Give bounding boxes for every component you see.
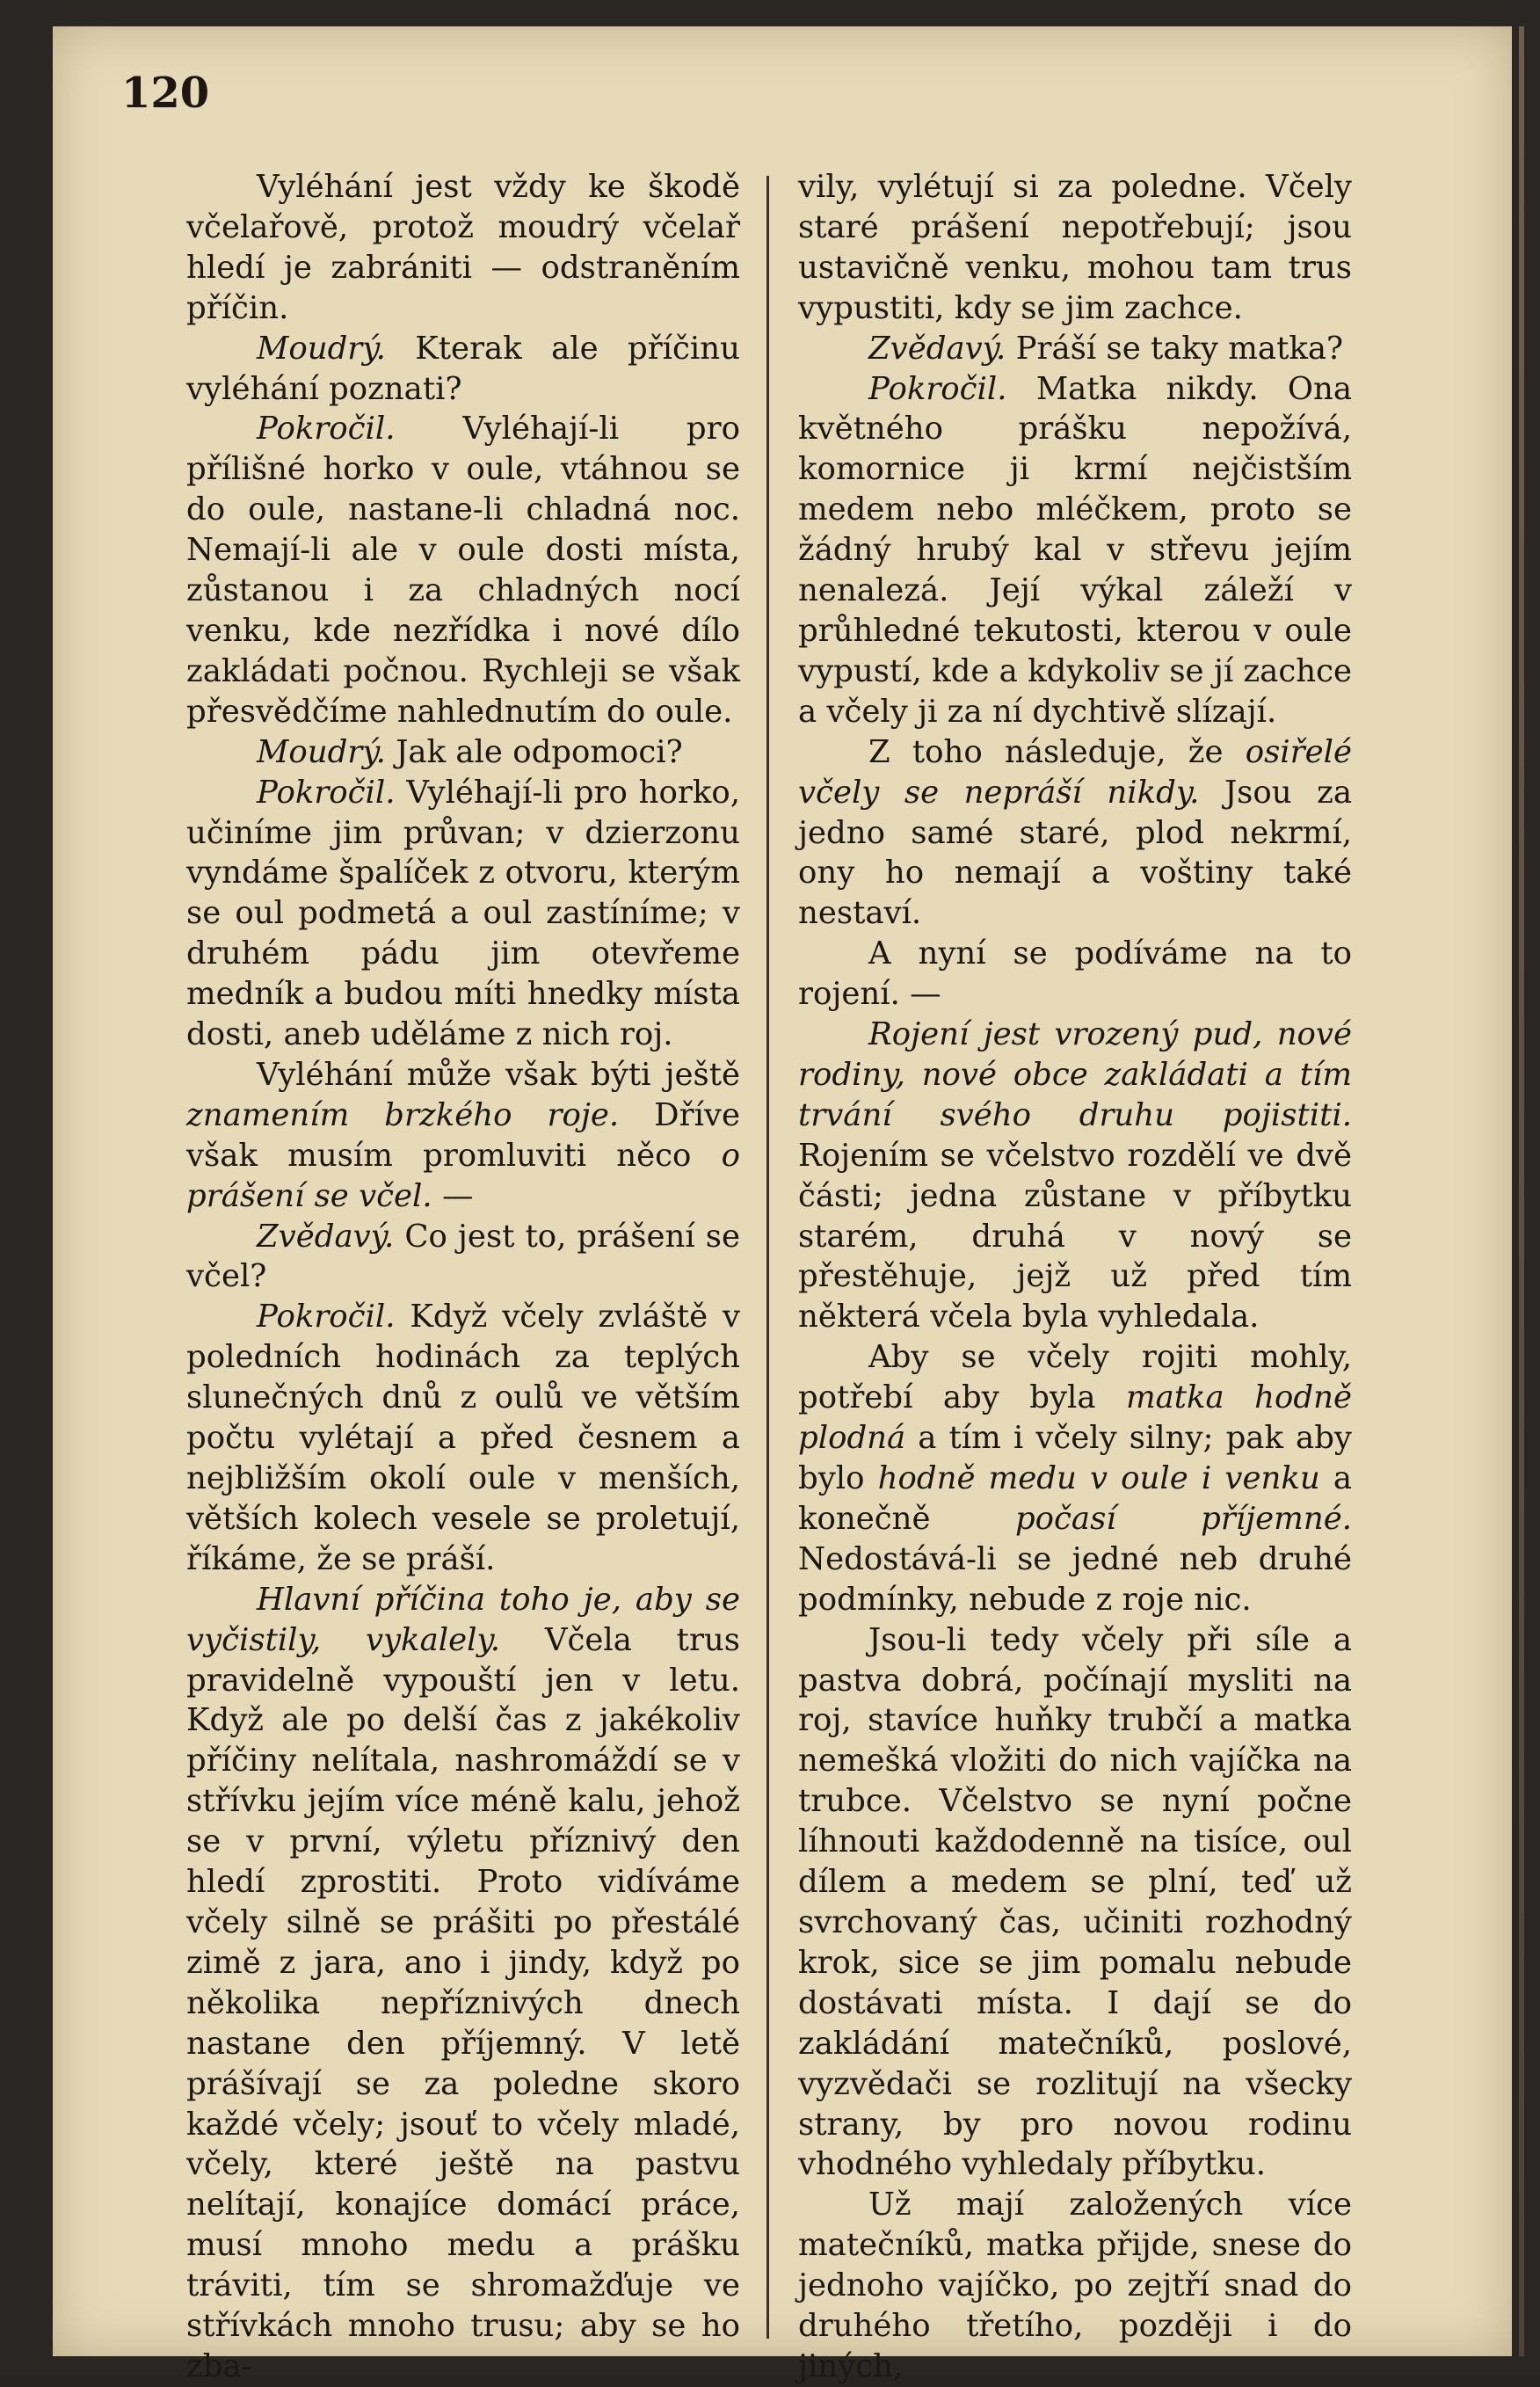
paragraph: [798, 2185, 1352, 2387]
paragraph: [798, 167, 1352, 329]
column-divider: [766, 176, 769, 2339]
text-run: Z toho následuje, že: [868, 733, 1246, 770]
paragraph: [186, 167, 740, 329]
text-run: —: [432, 1177, 474, 1214]
paragraph: [186, 773, 740, 1055]
paragraph: [186, 1055, 740, 1217]
text-run: Matka nikdy. Ona květného prášku nepožívá, komornice ji krmí nejčistším medem nebo mléčkem, proto se žádný hrubý kal v střevu jejím nenalezá. Její výkal záleží v průhledné tekutosti, kterou v oule vypustí, kde a kdykoliv se jí zachce a včely ji za ní dychtivě slízají.: [798, 370, 1352, 730]
text-run: Rojením se včelstvo rozdělí ve dvě části; jedna zůstane v příbytku starém, druhá v nový se přestěhuje, jejž už před tím některá včela byla vyhledala.: [798, 1137, 1352, 1335]
paragraph: [186, 329, 740, 410]
italic-text: osiřelé včely se nepráší nikdy.: [798, 733, 1352, 811]
text-run: Už mají založených více matečníků, matka přijde, snese do jednoho vajíčko, po zejtří snad do druhého třetího, později i do jiných,: [798, 2187, 1352, 2384]
text-run: Když včely zvláště v poledních hodinách za teplých slunečných dnů z oulů ve větším počtu vylétají a před česnem a nejbližším okolí oule v menších, větších kolech vesele se proletují, říkáme, že se práší.: [186, 1299, 740, 1577]
text-run: Kterak ale příčinu vyléhání poznati?: [186, 330, 740, 407]
paragraph: [798, 1337, 1352, 1619]
text-run: Dříve však musím promluviti něco: [186, 1096, 740, 1174]
text-run: Vyléhají-li pro přílišné horko v oule, vtáhnou se do oule, nastane-li chladná noc. Nemají-li ale v oule dosti místa, zůstanou i za chladných nocí venku, kde nezřídka i nové dílo zakládati počnou. Rychleji se však přesvědčíme nahlednutím do oule.: [186, 411, 740, 730]
italic-text: Zvědavý.: [868, 330, 1006, 367]
italic-text: Hlavní příčina toho je, aby se vyčistily, vykalely.: [186, 1581, 740, 1658]
paragraph: [186, 732, 740, 773]
paragraph: [186, 409, 740, 731]
text-run: Vyléhají-li pro horko, učiníme jim průvan; v dzierzonu vyndáme špalíček z otvoru, kterým se oul podmetá a oul zastíníme; v druhém pádu jim otevřeme medník a budou míti hnedky místa dosti, aneb uděláme z nich roj.: [186, 774, 740, 1053]
text-run: Jsou za jedno samé staré, plod nekrmí, ony ho nemají a voštiny také nestaví.: [798, 774, 1352, 932]
text-run: a konečně: [798, 1460, 1352, 1537]
italic-text: Pokročil.: [257, 411, 396, 448]
left-text-column: [186, 167, 740, 2387]
text-run: Vyléhání jest vždy ke škodě včelařově, protož moudrý včelař hledí je zabrániti — odstraněním příčin.: [186, 169, 740, 326]
paragraph: [798, 329, 1352, 369]
right-text-column: [798, 167, 1352, 2387]
text-run: Včela trus pravidelně vypouští jen v letu. Když ale po delší čas z jakékoliv příčiny nelítala, nashromáždí se v střívku jejím více méně kalu, jehož se v první, výletu příznivý den hledí zprostiti. Proto vidíváme včely silně se prášiti po přestálé zimě z jara, ano i jindy, když po několika nepříznivých dnech nastane den příjemný. V letě prášívají se za poledne skoro každé včely; jsouť to včely mladé, včely, které ještě na pastvu nelítají, konajíce domácí práce, musí mnoho medu a prášku tráviti, tím se shromažďuje ve střívkách mnoho trusu; aby se ho zba-: [186, 1621, 741, 2384]
text-run: Nedostává-li se jedné neb druhé podmínky, nebude z roje nic.: [798, 1540, 1352, 1618]
italic-text: znamením brzkého roje.: [186, 1096, 620, 1133]
italic-text: Moudrý.: [257, 330, 386, 367]
italic-text: Moudrý.: [257, 733, 386, 770]
text-run: a tím i včely silny; pak aby bylo: [798, 1420, 1352, 1496]
text-run: Vyléhání může však býti ještě: [257, 1056, 740, 1093]
text-run: Aby se včely rojiti mohly, potřebí aby byla: [798, 1339, 1352, 1416]
italic-text: Pokročil.: [868, 370, 1007, 407]
italic-text: matka hodně plodná: [798, 1379, 1352, 1457]
italic-text: o prášení se včel.: [186, 1137, 740, 1214]
italic-text: Rojení jest vrozený pud, nové rodiny, nové obce zakládati a tím trvání svého druhu pojistiti.: [798, 1016, 1352, 1133]
paragraph: [186, 1580, 740, 2387]
text-run: Jak ale odpomoci?: [385, 733, 683, 770]
paragraph: [798, 1620, 1352, 2186]
text-run: Jsou-li tedy včely při síle a pastva dobrá, počínají mysliti na roj, stavíce huňky trubčí a matka nemešká vložiti do nich vajíčka na trubce. Včelstvo se nyní počne líhnouti každodenně na tisíce, oul dílem a medem se plní, teď už svrchovaný čas, učiniti rozhodný krok, sice se jim pomalu nebude dostávati místa. I dají se do zakládání matečníků, poslové, vyzvědači se rozlitují na všecky strany, by pro novou rodinu vhodného vyhledaly příbytku.: [798, 1621, 1352, 2183]
italic-text: počasí příjemné.: [1014, 1500, 1352, 1537]
italic-text: Pokročil.: [257, 774, 396, 811]
paragraph: [186, 1217, 740, 1298]
paragraph: [798, 369, 1352, 732]
italic-text: Zvědavý.: [257, 1218, 395, 1255]
italic-text: Pokročil.: [257, 1299, 396, 1335]
text-run: A nyní se podíváme na to rojení. —: [798, 935, 1352, 1013]
paragraph: [798, 732, 1352, 935]
page-number: 120: [121, 69, 210, 118]
text-run: Práší se taky matka?: [1006, 330, 1344, 367]
paragraph: [798, 934, 1352, 1015]
text-run: vily, vylétují si za poledne. Včely staré prášení nepotřebují; jsou ustavičně venku, mohou tam trus vypustiti, kdy se jim zachce.: [798, 169, 1352, 326]
paragraph: [186, 1297, 740, 1579]
page-edge: [1519, 26, 1524, 2356]
text-run: Co jest to, prášení se včel?: [186, 1218, 740, 1295]
italic-text: hodně medu v oule i venku: [877, 1460, 1320, 1496]
paragraph: [798, 1015, 1352, 1337]
